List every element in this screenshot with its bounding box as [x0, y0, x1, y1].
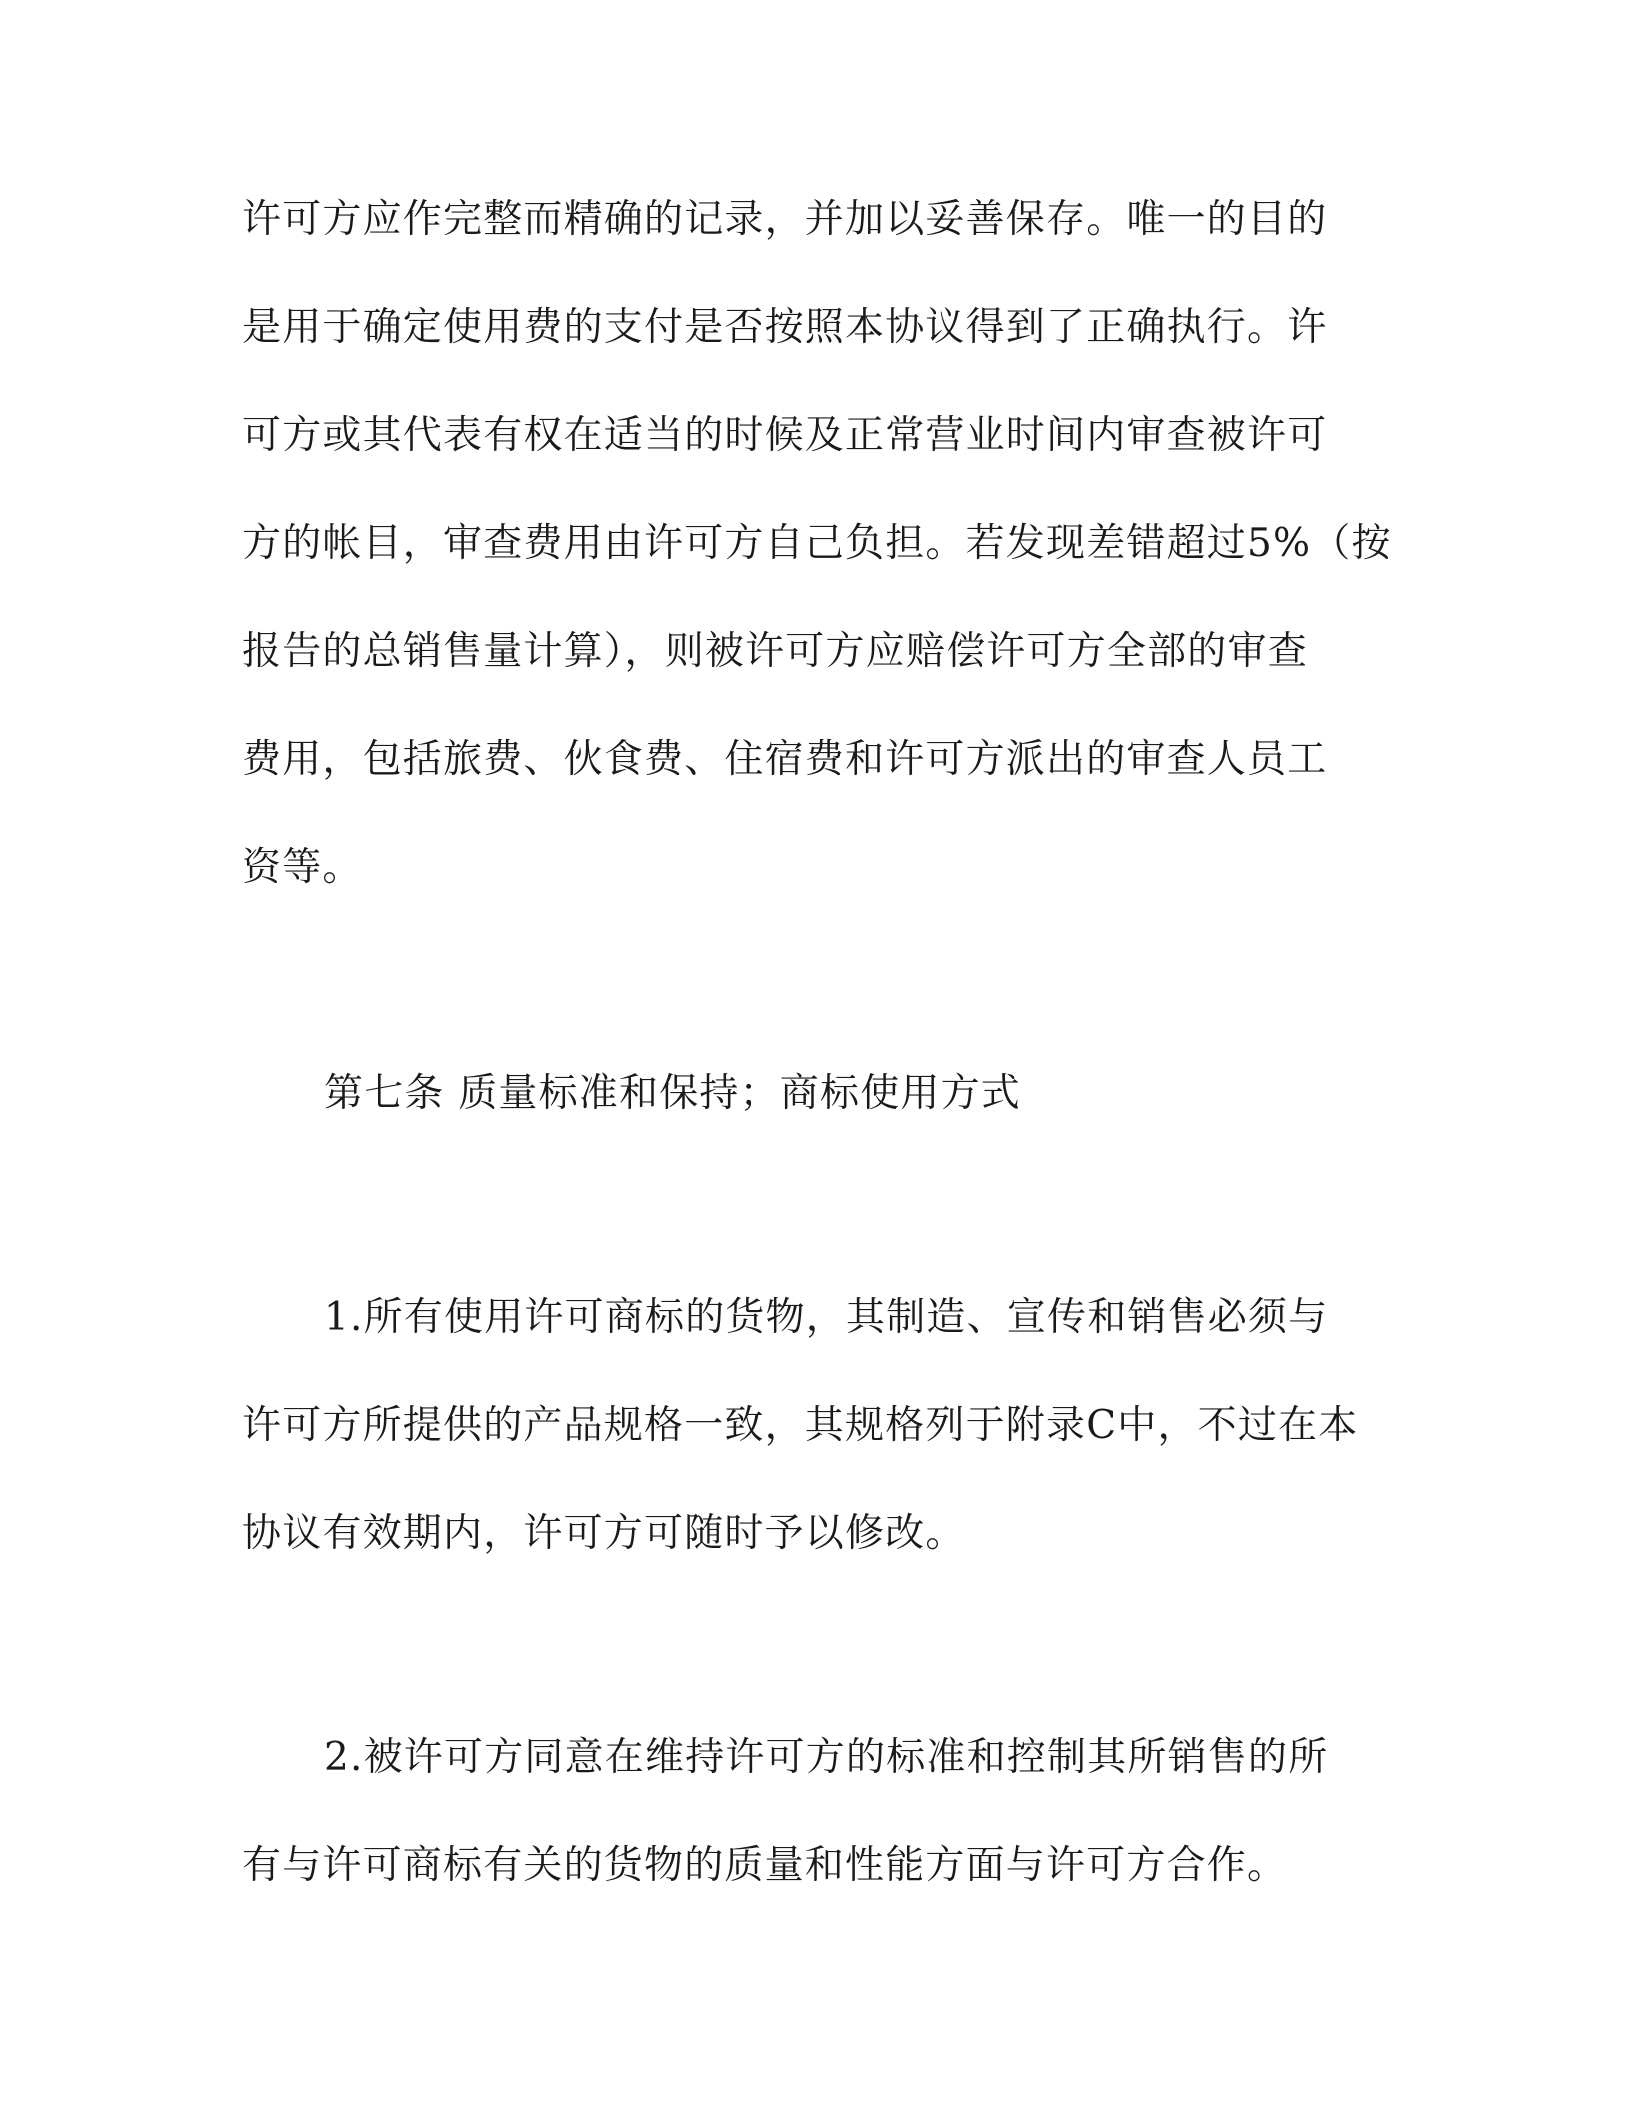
paragraph-line: 是用于确定使用费的支付是否按照本协议得到了正确执行。许: [242, 305, 1328, 350]
list-item-line: 许可方所提供的产品规格一致，其规格列于附录C中，不过在本: [242, 1403, 1359, 1448]
section-heading: 第七条 质量标准和保持；商标使用方式: [324, 1071, 1021, 1116]
paragraph-line: 许可方应作完整而精确的记录，并加以妥善保存。唯一的目的: [242, 197, 1328, 242]
paragraph-line: 报告的总销售量计算），则被许可方应赔偿许可方全部的审查: [242, 629, 1308, 674]
paragraph-line: 可方或其代表有权在适当的时候及正常营业时间内审查被许可: [242, 413, 1328, 458]
list-item-line: 有与许可商标有关的货物的质量和性能方面与许可方合作。: [242, 1843, 1288, 1888]
paragraph-line: 资等。: [242, 845, 363, 890]
list-item-line: 1.所有使用许可商标的货物，其制造、宣传和销售必须与: [324, 1295, 1329, 1340]
list-item-line: 2.被许可方同意在维持许可方的标准和控制其所销售的所: [324, 1735, 1329, 1780]
paragraph-line: 方的帐目，审查费用由许可方自己负担。若发现差错超过5%（按: [242, 521, 1392, 566]
list-item-line: 协议有效期内，许可方可随时予以修改。: [242, 1511, 966, 1556]
paragraph-line: 费用，包括旅费、伙食费、住宿费和许可方派出的审查人员工: [242, 737, 1328, 782]
